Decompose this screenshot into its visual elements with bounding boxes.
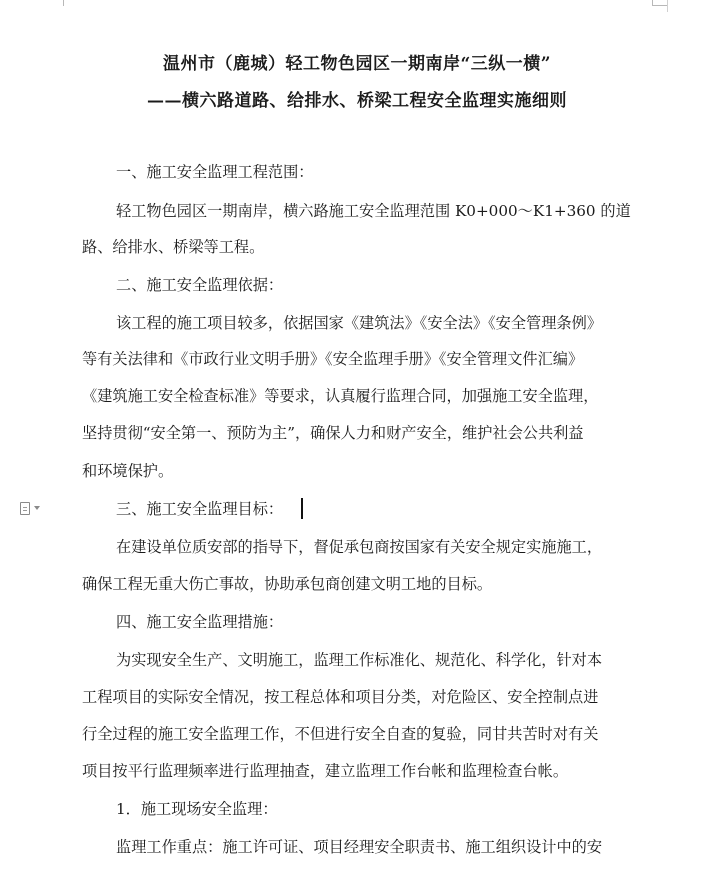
body-line[interactable]: 工程项目的实际安全情况，按工程总体和项目分类，对危险区、安全控制点进 — [82, 688, 599, 706]
body-line[interactable]: 该工程的施工项目较多，依据国家《建筑法》《安全法》《安全管理条例》 — [116, 314, 602, 332]
body-line[interactable]: 为实现安全生产、文明施工，监理工作标准化、规范化、科学化，针对本 — [116, 651, 602, 669]
section-heading-4[interactable]: 四、施工安全监理措施： — [116, 613, 284, 631]
body-line[interactable]: 在建设单位质安部的指导下，督促承包商按国家有关安全规定实施施工， — [116, 538, 602, 556]
caret-down-icon — [34, 506, 40, 510]
crop-mark-top-left — [63, 0, 64, 6]
document-icon — [20, 502, 30, 515]
body-line[interactable]: 坚持贯彻“安全第一、预防为主”，确保人力和财产安全，维护社会公共利益 — [82, 424, 584, 442]
body-line[interactable]: 轻工物色园区一期南岸，横六路施工安全监理范围 K0+000～K1+360 的道 — [116, 202, 631, 220]
body-line[interactable]: 行全过程的施工安全监理工作，不但进行安全自查的复验，同甘共苦时对有关 — [82, 725, 599, 743]
document-paragraph-icon[interactable] — [20, 500, 52, 516]
crop-mark-top-right-horizontal — [653, 5, 667, 6]
body-line[interactable]: 确保工程无重大伤亡事故，协助承包商创建文明工地的目标。 — [82, 575, 493, 593]
body-line[interactable]: 《建筑施工安全检查标准》等要求，认真履行监理合同，加强施工安全监理， — [82, 387, 599, 405]
section-heading-2[interactable]: 二、施工安全监理依据： — [116, 276, 284, 294]
text-cursor — [301, 498, 303, 519]
body-line[interactable]: 项目按平行监理频率进行监理抽查，建立监理工作台帐和监理检查台帐。 — [82, 762, 568, 780]
section-heading-1[interactable]: 一、施工安全监理工程范围： — [116, 163, 314, 181]
document-title-line-2: ——横六路道路、给排水、桥梁工程安全监理实施细则 — [147, 91, 567, 111]
body-line[interactable]: 路、给排水、桥梁等工程。 — [82, 238, 265, 256]
body-line[interactable]: 等有关法律和《市政行业文明手册》《安全监理手册》《安全管理文件汇编》 — [82, 350, 584, 368]
margin-edge-line — [667, 0, 668, 12]
subsection-heading-1[interactable]: 1．施工现场安全监理： — [116, 800, 278, 818]
body-line[interactable]: 监理工作重点：施工许可证、项目经理安全职责书、施工组织设计中的安 — [116, 838, 602, 856]
body-line[interactable]: 和环境保护。 — [82, 462, 174, 480]
section-heading-3[interactable]: 三、施工安全监理目标： — [116, 500, 284, 518]
document-title-line-1: 温州市（鹿城）轻工物色园区一期南岸“三纵一横” — [162, 54, 552, 74]
